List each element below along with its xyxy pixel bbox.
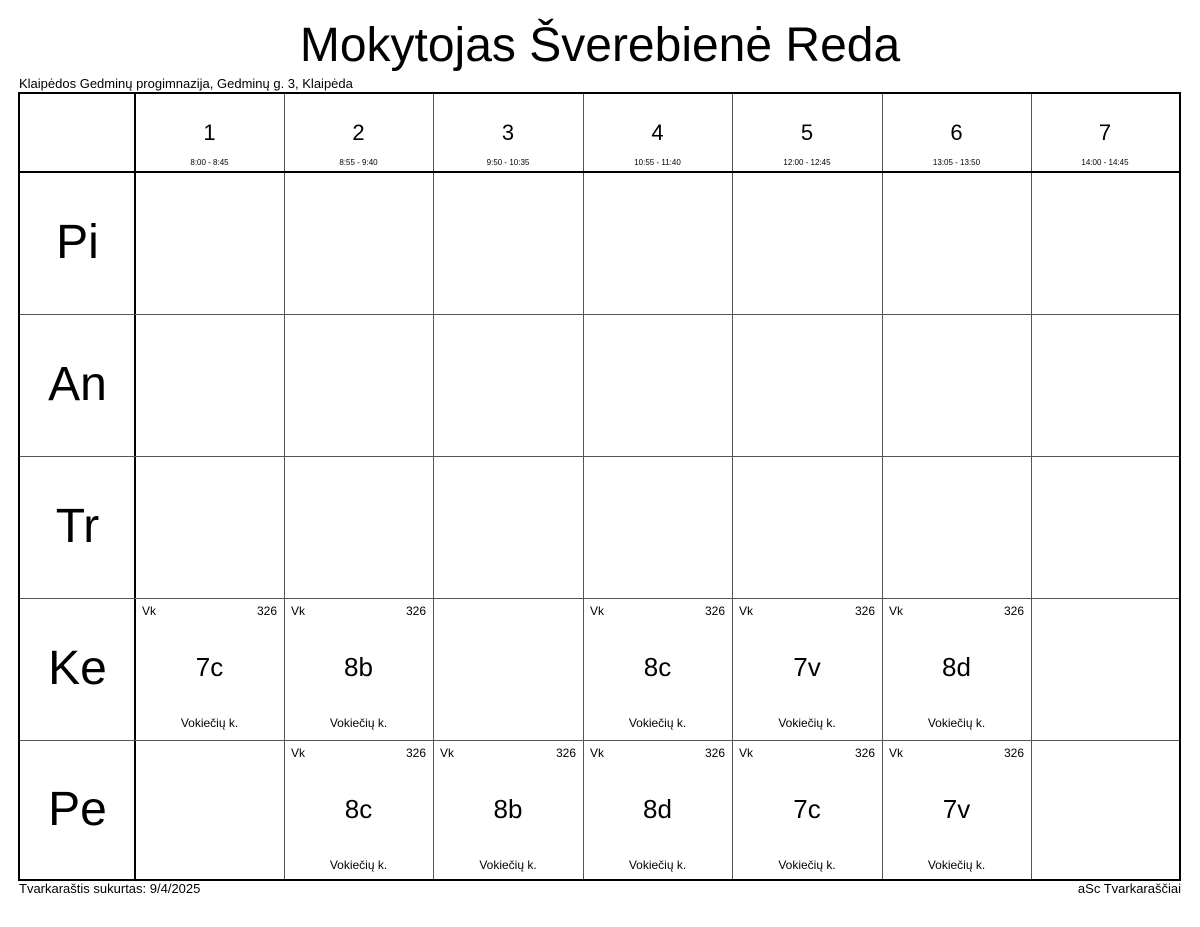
- lesson-class: 7v: [793, 652, 821, 682]
- lesson-subject-code: Vk: [291, 604, 306, 618]
- lesson-class: 7v: [942, 794, 971, 824]
- lesson-cell[interactable]: [583, 740, 732, 879]
- lesson-room: 326: [854, 604, 875, 618]
- lesson-room: 326: [704, 604, 725, 618]
- period-number: 3: [501, 120, 515, 145]
- school-address: Klaipėdos Gedminų progimnazija, Gedminų g. 3, Klaipėda: [19, 76, 353, 91]
- period-number: 7: [1098, 120, 1112, 145]
- lesson-room: 326: [704, 746, 725, 760]
- lesson-subject-name: Vokiečių k.: [628, 858, 687, 872]
- lesson-room: 326: [854, 746, 875, 760]
- lesson-class: 7c: [793, 794, 821, 824]
- lesson-subject-name: Vokiečių k.: [778, 716, 836, 730]
- period-number: 2: [352, 120, 365, 145]
- lesson-room: 326: [1003, 746, 1024, 760]
- lesson-room: 326: [256, 604, 277, 618]
- lesson-cell[interactable]: [284, 740, 433, 879]
- day-label: Tr: [55, 500, 100, 553]
- period-time: 9:50 - 10:35: [486, 158, 530, 167]
- brand-label: aSc Tvarkaraščiai: [1077, 881, 1181, 896]
- period-time: 13:05 - 13:50: [932, 158, 981, 167]
- lesson-class: 8c: [643, 652, 672, 682]
- lesson-class: 7c: [195, 652, 224, 682]
- lesson-class: 8b: [493, 794, 523, 824]
- timetable-grid: [18, 92, 1181, 881]
- lesson-subject-name: Vokiečių k.: [927, 858, 986, 872]
- period-number: 6: [950, 120, 963, 145]
- lesson-subject-name: Vokiečių k.: [778, 858, 836, 872]
- period-number: 4: [651, 120, 664, 145]
- lesson-cell[interactable]: [284, 598, 433, 740]
- lesson-subject-code: Vk: [889, 746, 904, 760]
- period-header: [732, 94, 882, 172]
- lesson-cell[interactable]: [135, 598, 284, 740]
- day-label: Ke: [48, 642, 107, 695]
- lesson-room: 326: [405, 604, 426, 618]
- period-header: [284, 94, 433, 172]
- period-time: 12:00 - 12:45: [783, 158, 831, 167]
- lesson-subject-name: Vokiečių k.: [329, 858, 388, 872]
- lesson-subject-name: Vokiečių k.: [927, 716, 986, 730]
- period-header: [882, 94, 1031, 172]
- lesson-cell[interactable]: [882, 740, 1031, 879]
- page-title: Mokytojas Šverebienė Reda: [299, 19, 901, 72]
- lesson-room: 326: [1003, 604, 1024, 618]
- column-divider: [1031, 94, 1032, 879]
- lesson-subject-code: Vk: [889, 604, 904, 618]
- lesson-cell[interactable]: [583, 598, 732, 740]
- day-label: Pi: [56, 216, 99, 269]
- lesson-subject-code: Vk: [739, 604, 754, 618]
- period-header: [1031, 94, 1179, 172]
- created-date: Tvarkaraštis sukurtas: 9/4/2025: [19, 881, 201, 896]
- lesson-subject-code: Vk: [739, 746, 754, 760]
- period-time: 14:00 - 14:45: [1081, 158, 1129, 167]
- lesson-subject-name: Vokiečių k.: [628, 716, 687, 730]
- row-divider: [20, 456, 1179, 457]
- lesson-class: 8b: [344, 652, 373, 682]
- period-number: 1: [203, 120, 216, 145]
- lesson-cell[interactable]: [882, 598, 1031, 740]
- day-label: An: [48, 358, 107, 411]
- lesson-subject-name: Vokiečių k.: [180, 716, 239, 730]
- lesson-subject-code: Vk: [440, 746, 455, 760]
- lesson-room: 326: [555, 746, 576, 760]
- period-header: [135, 94, 284, 172]
- period-time: 8:55 - 9:40: [339, 158, 378, 167]
- lesson-subject-code: Vk: [590, 604, 605, 618]
- lesson-subject-name: Vokiečių k.: [479, 858, 537, 872]
- lesson-subject-name: Vokiečių k.: [329, 716, 388, 730]
- period-header: [583, 94, 732, 172]
- lesson-class: 8d: [643, 794, 672, 824]
- lesson-cell[interactable]: [433, 740, 583, 879]
- lesson-class: 8d: [942, 652, 971, 682]
- lesson-room: 326: [405, 746, 426, 760]
- lesson-subject-code: Vk: [590, 746, 605, 760]
- period-header: [433, 94, 583, 172]
- lesson-cell[interactable]: [732, 740, 882, 879]
- period-number: 5: [800, 120, 814, 145]
- period-time: 10:55 - 11:40: [634, 158, 681, 167]
- column-divider: [134, 94, 136, 879]
- lesson-class: 8c: [344, 794, 373, 824]
- day-label: Pe: [48, 782, 107, 836]
- lesson-cell[interactable]: [732, 598, 882, 740]
- period-time: 8:00 - 8:45: [190, 158, 229, 167]
- lesson-subject-code: Vk: [291, 746, 306, 760]
- lesson-subject-code: Vk: [142, 604, 157, 618]
- row-divider: [20, 314, 1179, 315]
